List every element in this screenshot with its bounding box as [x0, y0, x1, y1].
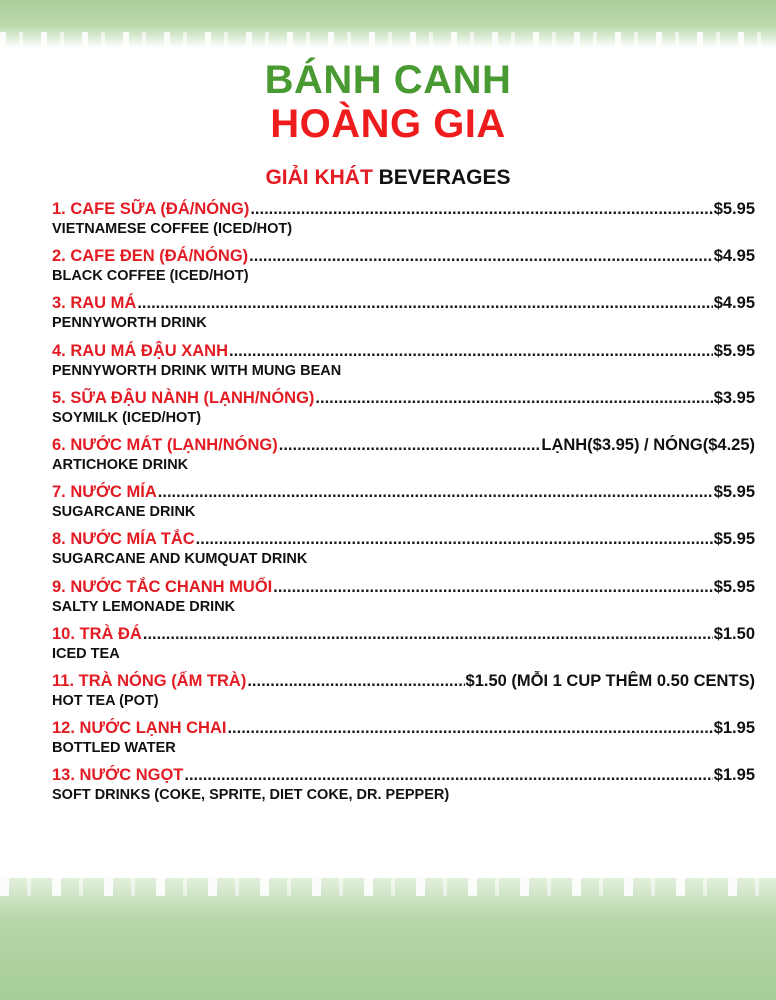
- item-price: $1.50 (MỖI 1 CUP THÊM 0.50 CENTS): [465, 671, 755, 690]
- item-name: 5. SỮA ĐẬU NÀNH (LẠNH/NÓNG): [52, 388, 315, 407]
- item-name: 7. NƯỚC MÍA: [52, 483, 157, 502]
- menu-item: [52, 287, 755, 334]
- item-description: SOFT DRINKS (COKE, SPRITE, DIET COKE, DR. PEPPER): [52, 787, 450, 804]
- item-name: 6. NƯỚC MÁT (LẠNH/NÓNG): [52, 435, 278, 454]
- menu-item: [52, 335, 755, 382]
- item-description: HOT TEA (POT): [52, 692, 159, 709]
- item-name: 3. RAU MÁ: [52, 294, 137, 313]
- dot-leader: [315, 389, 712, 408]
- restaurant-name-line1: BÁNH CANH: [264, 58, 512, 102]
- item-name: 1. CAFE SỮA (ĐÁ/NÓNG): [52, 200, 250, 218]
- dot-leader: [196, 530, 713, 549]
- item-name: 10. TRÀ ĐÁ: [52, 624, 142, 643]
- dot-leader: [184, 766, 712, 785]
- item-description: ARTICHOKE DRINK: [52, 456, 189, 473]
- menu-item: [52, 665, 755, 712]
- item-price: $3.95: [713, 388, 755, 407]
- menu-item: [52, 759, 755, 806]
- item-price: $4.95: [713, 294, 755, 313]
- top-brush-decoration: [0, 0, 776, 48]
- item-name: 13. NƯỚC NGỌT: [52, 766, 184, 785]
- item-description: BLACK COFFEE (ICED/HOT): [52, 268, 249, 285]
- item-price: $5.95: [713, 530, 755, 549]
- dot-leader: [249, 247, 713, 266]
- dot-leader: [158, 483, 713, 502]
- item-price: $5.95: [713, 483, 755, 502]
- item-name: 8. NƯỚC MÍA TẮC: [52, 530, 195, 549]
- item-description: ICED TEA: [52, 645, 120, 662]
- item-name: 11. TRÀ NÓNG (ẤM TRÀ): [52, 671, 247, 690]
- menu-item: [52, 382, 755, 429]
- beverage-menu-list: [52, 193, 755, 806]
- menu-item: [52, 193, 755, 240]
- bottom-brush-decoration: [0, 878, 776, 1000]
- section-heading: [0, 166, 776, 190]
- menu-item: [52, 429, 755, 476]
- item-price: LẠNH($3.95) / NÓNG($4.25): [541, 435, 755, 454]
- item-name: 2. CAFE ĐEN (ĐÁ/NÓNG): [52, 247, 249, 266]
- item-name: 4. RAU MÁ ĐẬU XANH: [52, 341, 229, 360]
- item-price: $4.95: [713, 247, 755, 266]
- dot-leader: [227, 719, 712, 738]
- menu-item: [52, 476, 755, 523]
- item-price: $1.95: [713, 719, 755, 738]
- section-heading-vietnamese: GIẢI KHÁT: [265, 166, 373, 189]
- dot-leader: [247, 672, 464, 691]
- menu-item: [52, 240, 755, 287]
- menu-item: [52, 571, 755, 618]
- item-description: SUGARCANE DRINK: [52, 504, 196, 521]
- item-description: PENNYWORTH DRINK: [52, 315, 207, 332]
- menu-item: [52, 523, 755, 570]
- section-heading-english: BEVERAGES: [378, 166, 511, 189]
- dot-leader: [273, 578, 712, 597]
- item-price: $5.95: [713, 341, 755, 360]
- menu-item: [52, 618, 755, 665]
- item-price: $1.95: [713, 766, 755, 785]
- menu-item: [52, 712, 755, 759]
- dot-leader: [279, 436, 541, 455]
- item-price: $1.50: [713, 624, 755, 643]
- dot-leader: [250, 200, 712, 219]
- item-description: VIETNAMESE COFFEE (ICED/HOT): [52, 221, 293, 237]
- restaurant-name-line2: HOÀNG GIA: [270, 102, 506, 146]
- item-name: 9. NƯỚC TẮC CHANH MUỐI: [52, 577, 273, 596]
- dot-leader: [229, 342, 713, 361]
- item-name: 12. NƯỚC LẠNH CHAI: [52, 719, 227, 738]
- item-price: $5.95: [713, 200, 755, 218]
- item-price: $5.95: [713, 577, 755, 596]
- item-description: SOYMILK (ICED/HOT): [52, 409, 202, 426]
- item-description: PENNYWORTH DRINK WITH MUNG BEAN: [52, 362, 342, 379]
- item-description: BOTTLED WATER: [52, 740, 176, 757]
- item-description: SALTY LEMONADE DRINK: [52, 598, 236, 615]
- item-description: SUGARCANE AND KUMQUAT DRINK: [52, 551, 308, 568]
- dot-leader: [137, 294, 712, 313]
- dot-leader: [143, 625, 713, 644]
